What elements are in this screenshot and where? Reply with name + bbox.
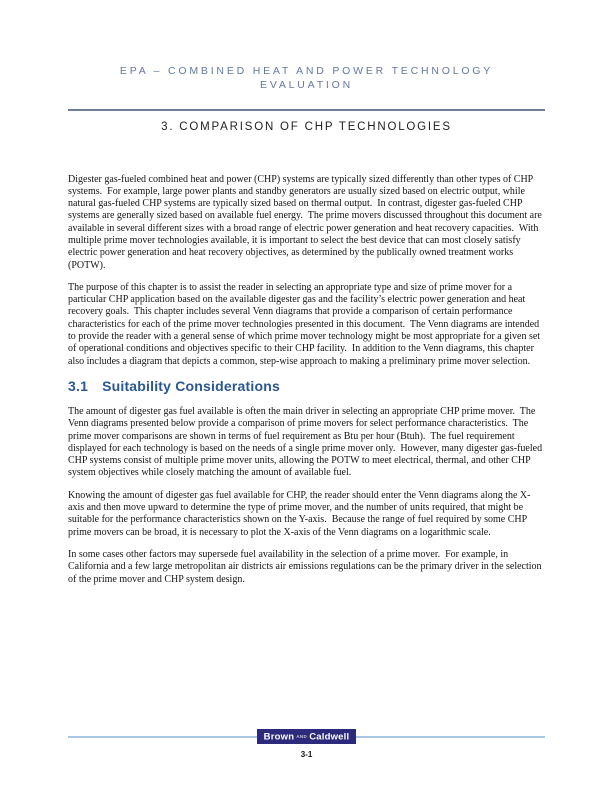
logo-word-caldwell: Caldwell <box>309 731 350 743</box>
footer-rule-left <box>68 736 257 738</box>
section-title: Suitability Considerations <box>102 377 280 394</box>
document-header <box>68 64 545 111</box>
logo-word-and: AND <box>296 733 308 739</box>
section-number: 3.1 <box>68 377 89 394</box>
body-paragraph-5: In some cases other factors may supersede fuel availability in the selection of a prime mover. For example, in California and a few large metropolitan air districts air emissions regulations can be the primary driver in the selection of the prime mover and CHP system design. <box>68 548 545 585</box>
section-heading <box>68 378 545 394</box>
page-number: 3-1 <box>300 750 313 759</box>
footer-rule <box>68 729 545 744</box>
body-paragraph-4: Knowing the amount of digester gas fuel available for CHP, the reader should enter the Venn diagrams along the X-axis and then move upward to determine the type of prime mover, and the number of units required, that might be suitable for the performance characteristics shown on the Y-axis. Because the range of fuel required by some CHP prime movers can be broad, it is necessary to plot the X-axis of the Venn diagrams on a logarithmic scale. <box>68 489 531 538</box>
body-paragraph-3: The amount of digester gas fuel available is often the main driver in selecting an appropriate CHP prime mover. The Venn diagrams presented below provide a comparison of prime movers for select performance characteristics. The prime mover comparisons are shown in terms of fuel requirement as Btu per hour (Btuh). The fuel requirement displayed for each technology is based on the needs of a single prime mover only. However, many digester gas-fueled CHP systems consist of multiple prime mover units, allowing the POTW to meet electrical, thermal, and other CHP system objectives while closely matching the amount of available fuel. <box>68 405 545 479</box>
page-footer <box>68 729 545 759</box>
logo-word-brown: Brown <box>263 731 295 743</box>
brown-caldwell-logo <box>257 729 357 745</box>
document-title-line2: EVALUATION <box>260 79 353 91</box>
body-paragraph-1: Digester gas-fueled combined heat and power (CHP) systems are typically sized differently than other types of CHP systems. For example, large power plants and standby generators are usually sized based on electric output, while natural gas-fueled CHP systems are typically sized based on thermal output. In contrast, digester gas-fueled CHP systems are generally sized based on available fuel energy. The prime movers discussed throughout this document are available in several different sizes with a broad range of electric power generation and heat recovery capacities. With multiple prime mover technologies available, it is important to select the best device that can most closely satisfy electric power generation and heat recovery objectives, as determined by the publically owned treatment works (POTW). <box>68 173 545 271</box>
chapter-title: 3. COMPARISON OF CHP TECHNOLOGIES <box>161 120 452 133</box>
header-divider <box>68 109 545 111</box>
document-body <box>68 174 545 586</box>
document-title-line1: EPA – COMBINED HEAT AND POWER TECHNOLOGY <box>119 65 494 77</box>
footer-rule-right <box>356 736 545 738</box>
body-paragraph-2: The purpose of this chapter is to assist the reader in selecting an appropriate type and size of prime mover for a particular CHP application based on the available digester gas and the facility’s electric power generation and heat recovery goals. This chapter includes several Venn diagrams that provide a comparison of certain performance characteristics for each of the prime mover technologies presented in this document. The Venn diagrams are intended to provide the reader with a general sense of which prime mover technology might be most appropriate for a given set of operational conditions and objectives specific to their CHP facility. In addition to the Venn diagrams, this chapter also includes a diagram that depicts a common, step-wise approach to making a preliminary prime mover selection. <box>68 281 543 367</box>
